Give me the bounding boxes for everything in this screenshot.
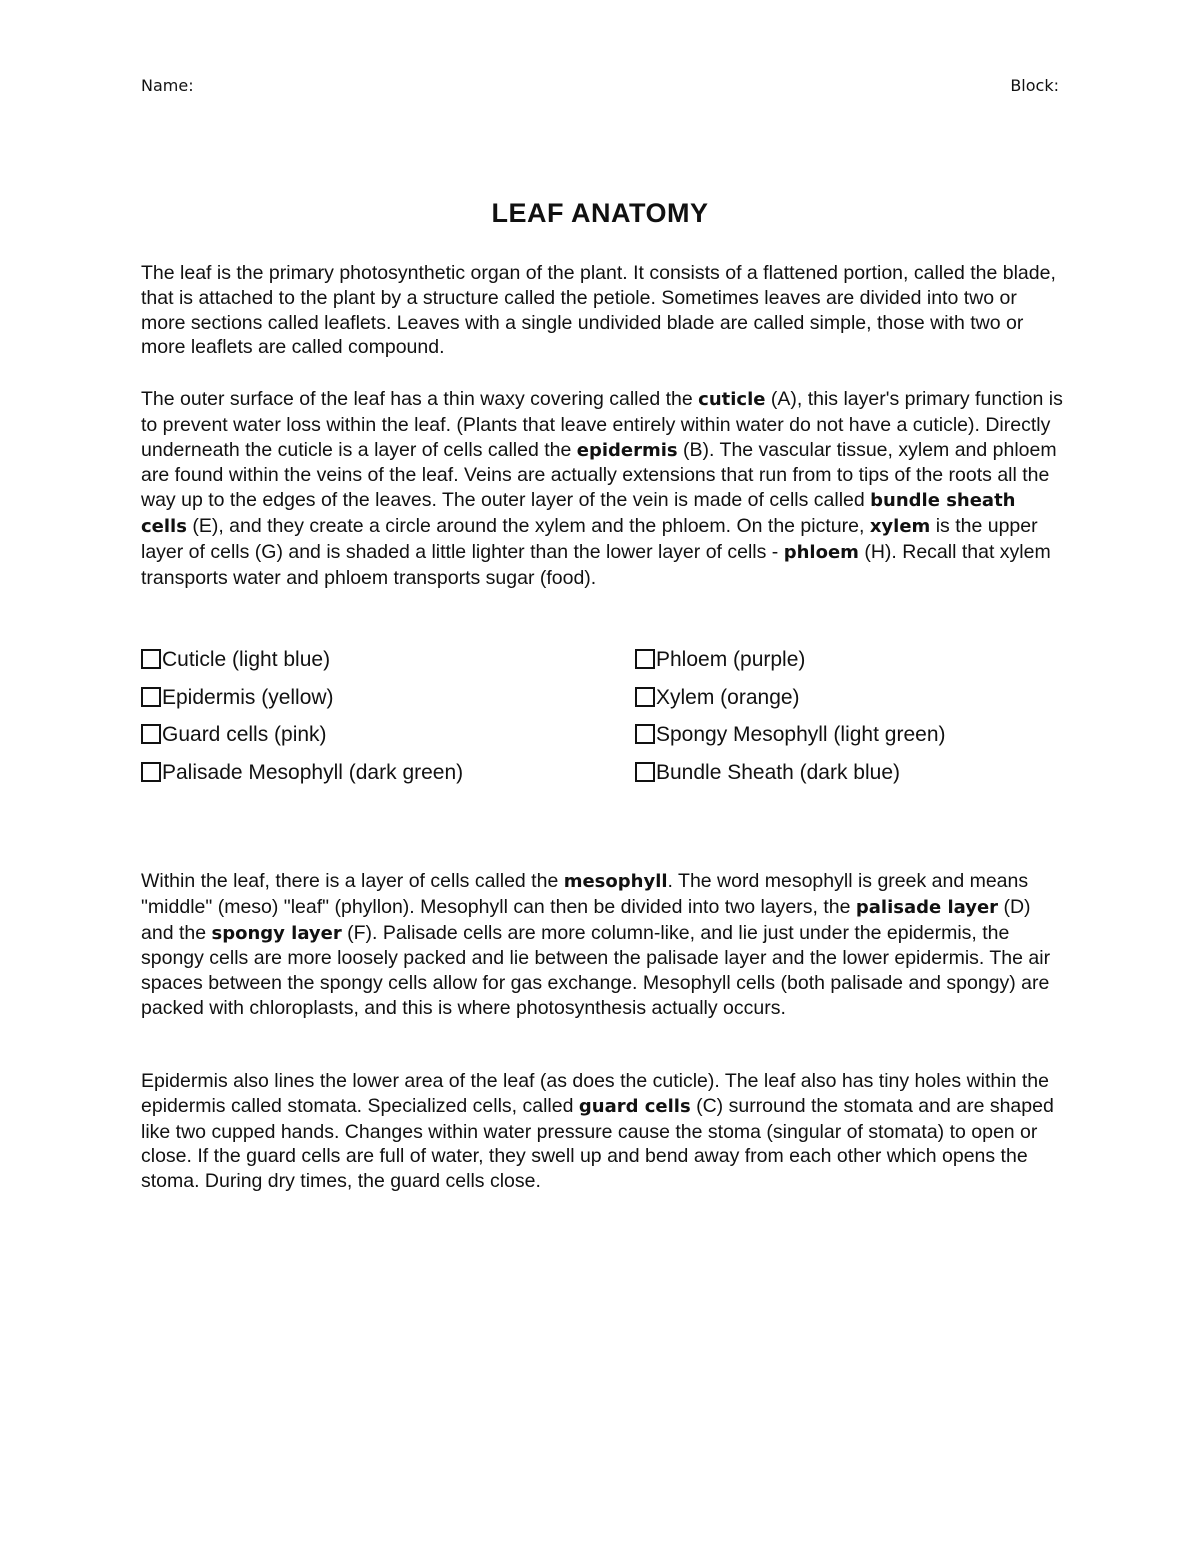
text-span: is the upper layer of cells (G) and is shaded a little lighter than the lower layer of cells - bbox=[141, 514, 1038, 563]
checklist-item-cuticle[interactable] bbox=[141, 646, 621, 684]
checklist-item-label: Bundle Sheath (dark blue) bbox=[656, 760, 900, 784]
checklist-right-column bbox=[635, 646, 1115, 796]
text-span: (E), and they create a circle around the xylem and the phloem. On the picture, bbox=[186, 514, 870, 537]
checkbox[interactable] bbox=[141, 687, 161, 707]
checklist-item-bundle-sheath[interactable] bbox=[635, 759, 1115, 797]
checkbox[interactable] bbox=[141, 762, 161, 782]
checklist-item-label: Spongy Mesophyll (light green) bbox=[656, 723, 946, 746]
text-span: (H). Recall that xylem transports water and phloem transports sugar (food). bbox=[141, 540, 1051, 589]
checklist-item-phloem[interactable] bbox=[635, 646, 1115, 684]
checklist-item-label: Epidermis (yellow) bbox=[162, 685, 334, 709]
term-mesophyll: mesophyll bbox=[563, 871, 668, 892]
name-label: Name: bbox=[141, 76, 194, 95]
checklist-item-xylem[interactable] bbox=[635, 684, 1115, 722]
term-phloem: phloem bbox=[783, 541, 859, 563]
term-bundle-sheath-cells: bundle sheath cells bbox=[141, 490, 1016, 537]
cuticle-epidermis-paragraph bbox=[141, 387, 1066, 590]
text-span: . The word mesophyll is greek and means "middle" (meso) "leaf" (phyllon). Mesophyll can then be divided into two layers, the bbox=[141, 870, 1029, 918]
text-span: Within the leaf, there is a layer of cells called the bbox=[141, 870, 564, 892]
checklist-item-label: Guard cells (pink) bbox=[162, 723, 327, 746]
checklist-item-label: Xylem (orange) bbox=[656, 685, 800, 709]
block-label: Block: bbox=[1010, 76, 1059, 95]
checklist-item-palisade-mesophyll[interactable] bbox=[141, 759, 621, 797]
checklist-item-guard-cells[interactable] bbox=[141, 721, 621, 759]
checkbox[interactable] bbox=[141, 649, 161, 669]
checklist-left-column bbox=[141, 646, 621, 796]
page-title: LEAF ANATOMY bbox=[491, 198, 709, 228]
term-xylem: xylem bbox=[869, 515, 931, 537]
checkbox[interactable] bbox=[635, 724, 655, 744]
term-guard-cells: guard cells bbox=[578, 1095, 691, 1117]
text-span: (D) and the bbox=[141, 895, 1031, 944]
intro-paragraph: The leaf is the primary photosynthetic organ of the plant. It consists of a flattened portion, called the blade, that is attached to the plant by a structure called the petiole. Sometimes leaves are divided into two or more sections called leaflets. Leaves with a single undivided blade are called simple, those with two or more leaflets are called compound. bbox=[141, 262, 1056, 359]
term-spongy-layer: spongy layer bbox=[211, 922, 342, 944]
text-span: (A), this layer's primary function is to prevent water loss within the leaf. (Plants that leave entirely within water do not have a cuticle). Directly underneath the cuticle is a layer of cells called the bbox=[141, 388, 1063, 461]
stomata-paragraph bbox=[141, 1069, 1066, 1194]
checkbox[interactable] bbox=[635, 649, 655, 669]
term-cuticle: cuticle bbox=[698, 389, 766, 410]
text-span: The outer surface of the leaf has a thin waxy covering called the bbox=[141, 388, 699, 410]
checklist-item-spongy-mesophyll[interactable] bbox=[635, 721, 1115, 759]
checkbox[interactable] bbox=[141, 724, 161, 744]
text-span: (C) surround the stomata and are shaped like two cupped hands. Changes within water pressure cause the stoma (singular of stomata) to open or close. If the guard cells are full of water, they swell up and bend away from each other which opens the stoma. During dry times, the guard cells close. bbox=[141, 1094, 1054, 1193]
text-span: Epidermis also lines the lower area of the leaf (as does the cuticle). The leaf also has tiny holes within the epidermis called stomata. Specialized cells, called bbox=[141, 1070, 1049, 1117]
mesophyll-paragraph bbox=[141, 869, 1066, 1021]
text-span: (B). The vascular tissue, xylem and phloem are found within the veins of the leaf. Veins are actually extensions that run from to tips of the roots all the way up to the edges of the leaves. The outer layer of the vein is made of cells called bbox=[141, 438, 1057, 512]
worksheet-header bbox=[141, 76, 1059, 100]
checklist-item-epidermis[interactable] bbox=[141, 684, 621, 722]
checkbox[interactable] bbox=[635, 687, 655, 707]
checkbox[interactable] bbox=[635, 762, 655, 782]
term-palisade-layer: palisade layer bbox=[855, 896, 999, 918]
term-epidermis: epidermis bbox=[576, 439, 678, 461]
checklist-item-label: Phloem (purple) bbox=[656, 648, 806, 671]
checklist-item-label: Palisade Mesophyll (dark green) bbox=[162, 760, 464, 784]
text-span: (F). Palisade cells are more column-like, and lie just under the epidermis, the spongy cells are more loosely packed and lie between the palisade layer and the lower epidermis. The air spaces between the spongy cells allow for gas exchange. Mesophyll cells (both palisade and spongy) are packed with chloroplasts, and this is where photosynthesis actually occurs. bbox=[141, 921, 1051, 1019]
checklist-item-label: Cuticle (light blue) bbox=[162, 648, 331, 671]
